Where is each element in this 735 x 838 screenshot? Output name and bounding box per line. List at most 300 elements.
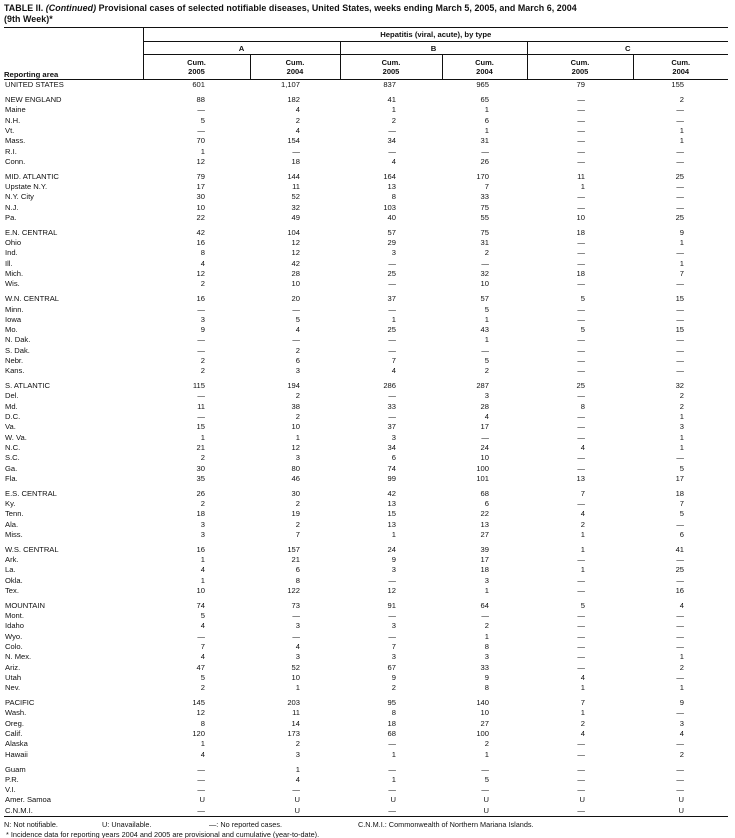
cell-a-cum-2004: — xyxy=(292,335,300,345)
cell-b-cum-2005: — xyxy=(388,739,396,749)
table-row xyxy=(4,520,728,530)
cell-b-cum-2005: 37 xyxy=(387,294,396,304)
cell-c-cum-2005: — xyxy=(577,422,585,432)
cell-b-cum-2004: 2 xyxy=(484,739,489,749)
cell-c-cum-2004: — xyxy=(676,279,685,289)
cell-b-cum-2005: 24 xyxy=(387,544,396,554)
row-label: Utah xyxy=(5,672,22,682)
cell-c-cum-2005: — xyxy=(577,453,585,463)
cell-c-cum-2005: 2 xyxy=(580,519,585,529)
row-label: V.I. xyxy=(5,785,16,795)
cell-c-cum-2005: — xyxy=(577,586,585,595)
cell-b-cum-2004: — xyxy=(481,611,489,621)
row-label: Colo. xyxy=(5,642,23,652)
table-row xyxy=(4,356,728,366)
row-label: Mo. xyxy=(5,325,18,335)
cell-a-cum-2004: — xyxy=(292,785,300,795)
cell-a-cum-2004: 203 xyxy=(287,698,300,708)
cell-c-cum-2004: 5 xyxy=(679,509,685,519)
cell-a-cum-2005: 4 xyxy=(200,749,205,759)
cell-c-cum-2004: — xyxy=(676,519,685,529)
cell-a-cum-2004: 4 xyxy=(295,325,300,335)
cell-c-cum-2004: 4 xyxy=(679,600,685,610)
cell-b-cum-2004: 101 xyxy=(476,473,489,483)
cell-c-cum-2005: — xyxy=(577,785,585,795)
cell-c-cum-2005: 5 xyxy=(580,325,585,335)
cell-c-cum-2005: — xyxy=(577,136,585,146)
row-label: Wash. xyxy=(5,708,27,718)
cell-b-cum-2005: 8 xyxy=(391,192,396,202)
cell-a-cum-2004: U xyxy=(294,795,300,805)
table-row xyxy=(4,795,728,805)
row-label: Ind. xyxy=(5,248,18,258)
row-label: R.I. xyxy=(5,146,17,156)
cell-c-cum-2004: 17 xyxy=(675,473,685,483)
cell-a-cum-2004: 2 xyxy=(295,391,300,401)
table-row xyxy=(4,474,728,484)
cell-b-cum-2004: 26 xyxy=(480,156,489,166)
cell-a-cum-2004: 2 xyxy=(295,412,300,422)
cell-a-cum-2005: 1 xyxy=(200,555,205,565)
cell-c-cum-2004: 1 xyxy=(679,442,685,452)
row-label: N.J. xyxy=(5,202,19,212)
cell-a-cum-2005: 9 xyxy=(200,325,205,335)
row-label: Wyo. xyxy=(5,631,23,641)
cell-a-cum-2005: 11 xyxy=(197,401,205,411)
cell-b-cum-2005: 15 xyxy=(387,509,396,519)
table-row xyxy=(4,305,728,315)
cell-c-cum-2005: — xyxy=(577,412,585,422)
cell-c-cum-2005: — xyxy=(577,575,585,585)
cell-b-cum-2004: 17 xyxy=(480,422,489,432)
cell-b-cum-2004: 965 xyxy=(476,80,489,90)
cell-b-cum-2005: — xyxy=(388,785,396,795)
cell-b-cum-2005: 34 xyxy=(387,136,396,146)
cell-b-cum-2005: 6 xyxy=(391,453,396,463)
cell-c-cum-2005: 4 xyxy=(580,729,585,739)
cell-a-cum-2005: — xyxy=(197,345,205,355)
table-row xyxy=(4,269,728,279)
cell-b-cum-2004: 2 xyxy=(484,366,489,376)
cell-b-cum-2004: 140 xyxy=(476,698,489,708)
row-label: E.N. CENTRAL xyxy=(5,227,58,237)
cell-b-cum-2005: 4 xyxy=(391,156,396,166)
row-label: Wis. xyxy=(5,279,20,289)
cell-b-cum-2004: 1 xyxy=(484,335,489,345)
row-label: MOUNTAIN xyxy=(5,600,45,610)
cell-b-cum-2005: — xyxy=(388,805,396,815)
table-row xyxy=(4,683,728,693)
cell-b-cum-2004: — xyxy=(481,258,489,268)
table-row xyxy=(4,775,728,785)
table-row xyxy=(4,238,728,248)
cell-c-cum-2005: — xyxy=(577,304,585,314)
cell-b-cum-2005: — xyxy=(388,335,396,345)
cell-b-cum-2004: 24 xyxy=(480,442,489,452)
cell-a-cum-2004: — xyxy=(292,304,300,314)
table-row xyxy=(4,228,728,238)
cell-c-cum-2005: — xyxy=(577,555,585,565)
cell-a-cum-2004: 12 xyxy=(291,248,300,258)
cell-a-cum-2004: 18 xyxy=(291,156,300,166)
cell-c-cum-2004: 15 xyxy=(675,294,685,304)
cell-c-cum-2004: 1 xyxy=(679,432,685,442)
cell-c-cum-2005: — xyxy=(577,156,585,166)
cell-b-cum-2005: U xyxy=(390,795,396,805)
column-header-line1: Cum. xyxy=(570,57,590,67)
cell-c-cum-2005: — xyxy=(577,652,585,662)
cell-c-cum-2004: — xyxy=(676,739,685,749)
cell-a-cum-2005: 1 xyxy=(200,739,205,749)
cell-b-cum-2005: 3 xyxy=(391,621,396,631)
cell-a-cum-2004: 6 xyxy=(295,565,300,575)
cell-c-cum-2005: — xyxy=(577,366,585,376)
cell-b-cum-2004: 31 xyxy=(480,136,489,146)
cell-b-cum-2004: 7 xyxy=(484,182,489,192)
cell-a-cum-2004: — xyxy=(292,146,300,156)
table-row xyxy=(4,708,728,718)
cell-c-cum-2004: 2 xyxy=(679,401,685,411)
table-row xyxy=(4,412,728,422)
row-label: Pa. xyxy=(5,212,17,222)
cell-a-cum-2004: 122 xyxy=(287,586,300,595)
cell-b-cum-2004: 65 xyxy=(480,95,489,105)
cell-a-cum-2004: 104 xyxy=(287,227,300,237)
row-label: Nev. xyxy=(5,683,21,693)
cell-c-cum-2005: — xyxy=(577,631,585,641)
row-label: PACIFIC xyxy=(5,698,35,708)
cell-b-cum-2004: 10 xyxy=(480,279,489,289)
cell-a-cum-2004: 194 xyxy=(287,381,300,391)
cell-a-cum-2004: 32 xyxy=(291,202,300,212)
cell-a-cum-2004: 4 xyxy=(295,642,300,652)
row-label: Miss. xyxy=(5,529,23,539)
cell-a-cum-2004: 12 xyxy=(291,442,300,452)
row-label: Maine xyxy=(5,105,26,115)
cell-c-cum-2005: 4 xyxy=(580,442,585,452)
cell-c-cum-2004: — xyxy=(676,631,685,641)
cell-c-cum-2004: 1 xyxy=(679,238,685,248)
cell-a-cum-2005: 2 xyxy=(200,355,205,365)
cell-c-cum-2004: — xyxy=(676,115,685,125)
cell-a-cum-2004: 38 xyxy=(291,401,300,411)
cell-c-cum-2004: 15 xyxy=(675,325,685,335)
cell-b-cum-2004: 55 xyxy=(480,212,489,222)
cell-c-cum-2005: — xyxy=(577,238,585,248)
table-row xyxy=(4,147,728,157)
table-row xyxy=(4,402,728,412)
cell-a-cum-2005: 2 xyxy=(200,683,205,693)
row-label: Calif. xyxy=(5,729,23,739)
table-row xyxy=(4,698,728,708)
table-row xyxy=(4,325,728,335)
cell-c-cum-2005: — xyxy=(577,764,585,774)
cell-c-cum-2004: 2 xyxy=(679,95,685,105)
table-row xyxy=(4,391,728,401)
cell-b-cum-2005: 3 xyxy=(391,432,396,442)
cell-c-cum-2004: 7 xyxy=(679,269,685,279)
cell-a-cum-2004: 10 xyxy=(291,279,300,289)
cell-c-cum-2004: — xyxy=(676,555,685,565)
cell-c-cum-2004: 2 xyxy=(679,749,685,759)
cell-b-cum-2005: 37 xyxy=(387,422,396,432)
footnote-legend-item: U: Unavailable. xyxy=(102,820,152,830)
cell-a-cum-2004: 3 xyxy=(295,621,300,631)
cell-c-cum-2005: — xyxy=(577,463,585,473)
cell-c-cum-2005: — xyxy=(577,345,585,355)
cell-c-cum-2005: — xyxy=(577,335,585,345)
cell-b-cum-2004: 170 xyxy=(476,171,489,181)
cell-b-cum-2004: 27 xyxy=(480,529,489,539)
cell-c-cum-2005: 10 xyxy=(576,212,585,222)
cell-c-cum-2004: 1 xyxy=(679,258,685,268)
row-label: Del. xyxy=(5,391,19,401)
cell-b-cum-2004: 5 xyxy=(484,304,489,314)
row-label: Iowa xyxy=(5,314,22,324)
cell-c-cum-2004: — xyxy=(676,611,685,621)
table-row xyxy=(4,315,728,325)
row-label: Kans. xyxy=(5,366,25,376)
cell-c-cum-2004: — xyxy=(676,708,685,718)
cell-b-cum-2005: 25 xyxy=(387,269,396,279)
row-label: Upstate N.Y. xyxy=(5,182,48,192)
cell-b-cum-2004: 2 xyxy=(484,248,489,258)
cell-c-cum-2005: — xyxy=(577,355,585,365)
cell-b-cum-2005: 7 xyxy=(391,642,396,652)
row-label: NEW ENGLAND xyxy=(5,95,62,105)
cell-c-cum-2005: — xyxy=(577,258,585,268)
cell-b-cum-2004: 10 xyxy=(480,708,489,718)
cell-b-cum-2004: 5 xyxy=(484,774,489,784)
cell-a-cum-2005: 7 xyxy=(200,642,205,652)
cell-b-cum-2005: 164 xyxy=(383,171,396,181)
row-label: S. Dak. xyxy=(5,345,30,355)
cell-c-cum-2004: 16 xyxy=(675,586,685,595)
cell-a-cum-2005: 10 xyxy=(196,202,205,212)
table-row xyxy=(4,433,728,443)
cell-a-cum-2005: 5 xyxy=(200,611,205,621)
cell-c-cum-2005: 5 xyxy=(580,600,585,610)
cell-c-cum-2005: 18 xyxy=(576,227,585,237)
cell-a-cum-2005: — xyxy=(197,304,205,314)
cell-b-cum-2005: 57 xyxy=(387,227,396,237)
row-label: Nebr. xyxy=(5,355,24,365)
cell-c-cum-2004: — xyxy=(676,785,685,795)
table-row xyxy=(4,586,728,596)
cell-c-cum-2005: 1 xyxy=(580,683,585,693)
row-label: Vt. xyxy=(5,125,15,135)
table-row xyxy=(4,632,728,642)
cell-b-cum-2005: — xyxy=(388,146,396,156)
cell-c-cum-2005: — xyxy=(577,115,585,125)
cell-b-cum-2004: 3 xyxy=(484,652,489,662)
cell-c-cum-2004: 1 xyxy=(679,125,685,135)
cell-b-cum-2005: 1 xyxy=(391,314,396,324)
row-label: Ala. xyxy=(5,519,19,529)
cell-b-cum-2005: — xyxy=(388,412,396,422)
cell-c-cum-2005: — xyxy=(577,662,585,672)
cell-c-cum-2004: — xyxy=(676,642,685,652)
cell-b-cum-2004: 2 xyxy=(484,621,489,631)
cell-b-cum-2005: — xyxy=(388,125,396,135)
cell-c-cum-2004: — xyxy=(676,366,685,376)
cell-b-cum-2005: 41 xyxy=(387,95,396,105)
cell-c-cum-2005: — xyxy=(577,125,585,135)
cell-b-cum-2004: 33 xyxy=(480,192,489,202)
footnote-legend-item: C.N.M.I.: Commonwealth of Northern Mariana Islands. xyxy=(358,820,534,830)
cell-a-cum-2004: 49 xyxy=(291,212,300,222)
cell-c-cum-2005: — xyxy=(577,192,585,202)
table-row xyxy=(4,126,728,136)
cell-b-cum-2004: — xyxy=(481,345,489,355)
cell-a-cum-2004: 2 xyxy=(295,345,300,355)
cell-c-cum-2005: 25 xyxy=(576,381,585,391)
table-row xyxy=(4,116,728,126)
cell-b-cum-2004: 4 xyxy=(484,412,489,422)
cell-c-cum-2004: — xyxy=(676,345,685,355)
cell-b-cum-2004: 1 xyxy=(484,125,489,135)
table-row xyxy=(4,172,728,182)
cell-c-cum-2005: 2 xyxy=(580,718,585,728)
table-row xyxy=(4,213,728,223)
cell-c-cum-2005: 79 xyxy=(576,80,585,90)
row-label: N.C. xyxy=(5,442,21,452)
cell-b-cum-2004: 75 xyxy=(480,202,489,212)
cell-a-cum-2004: 12 xyxy=(291,238,300,248)
cell-c-cum-2004: 9 xyxy=(679,227,685,237)
cell-b-cum-2004: 1 xyxy=(484,105,489,115)
row-label: Ark. xyxy=(5,555,19,565)
cell-a-cum-2005: 16 xyxy=(196,238,205,248)
row-label: Oreg. xyxy=(5,718,24,728)
table-row xyxy=(4,192,728,202)
column-header-line1: Cum. xyxy=(475,57,494,67)
cell-b-cum-2005: 12 xyxy=(387,586,396,595)
table-title xyxy=(4,3,731,24)
row-label: Mass. xyxy=(5,136,26,146)
row-label: Mich. xyxy=(5,269,24,279)
cell-a-cum-2005: 601 xyxy=(192,80,205,90)
cell-c-cum-2004: — xyxy=(676,355,685,365)
cell-c-cum-2004: 41 xyxy=(675,544,685,554)
cell-a-cum-2004: 1 xyxy=(295,683,300,693)
row-label: Ariz. xyxy=(5,662,21,672)
cell-c-cum-2004: 1 xyxy=(679,683,685,693)
cell-b-cum-2005: 95 xyxy=(387,698,396,708)
cell-c-cum-2005: 1 xyxy=(580,544,585,554)
column-header-b-cum-2005 xyxy=(340,55,442,80)
cell-b-cum-2004: 3 xyxy=(484,575,489,585)
column-header-line1: Cum. xyxy=(381,57,401,67)
cell-a-cum-2005: 2 xyxy=(200,499,205,509)
cell-c-cum-2005: U xyxy=(579,795,585,805)
cell-b-cum-2005: 42 xyxy=(387,488,396,498)
cell-b-cum-2005: 13 xyxy=(387,182,396,192)
table-row xyxy=(4,601,728,611)
row-label: Idaho xyxy=(5,621,25,631)
table-row xyxy=(4,663,728,673)
cell-c-cum-2005: — xyxy=(577,432,585,442)
cell-c-cum-2005: — xyxy=(577,279,585,289)
column-header-line2: 2005 xyxy=(382,67,400,77)
row-label: E.S. CENTRAL xyxy=(5,488,57,498)
cell-a-cum-2005: 8 xyxy=(200,248,205,258)
cell-c-cum-2005: — xyxy=(577,749,585,759)
table-row xyxy=(4,750,728,760)
row-label: La. xyxy=(5,565,16,575)
cell-c-cum-2004: — xyxy=(676,314,685,324)
cell-a-cum-2004: — xyxy=(292,631,300,641)
cell-b-cum-2004: 1 xyxy=(484,749,489,759)
cell-b-cum-2004: 33 xyxy=(480,662,489,672)
cell-c-cum-2004: — xyxy=(676,575,685,585)
cell-b-cum-2005: 13 xyxy=(387,519,396,529)
cell-a-cum-2005: 1 xyxy=(200,575,205,585)
cell-b-cum-2005: 7 xyxy=(391,355,396,365)
cell-a-cum-2005: 4 xyxy=(200,621,205,631)
column-header-line2: 2004 xyxy=(286,67,304,77)
cell-a-cum-2005: 145 xyxy=(192,698,205,708)
table-row xyxy=(4,530,728,540)
cell-c-cum-2005: 7 xyxy=(580,488,585,498)
cell-c-cum-2004: — xyxy=(676,764,685,774)
table-row xyxy=(4,509,728,519)
cell-a-cum-2004: 4 xyxy=(295,105,300,115)
cell-b-cum-2004: — xyxy=(481,764,489,774)
cell-c-cum-2005: 4 xyxy=(580,509,585,519)
cell-a-cum-2005: 10 xyxy=(196,586,205,595)
cell-b-cum-2004: 1 xyxy=(484,314,489,324)
hepatitis-span-header: Hepatitis (viral, acute), by type xyxy=(143,28,728,42)
row-label: Ohio xyxy=(5,238,22,248)
cell-a-cum-2005: 3 xyxy=(200,529,205,539)
table-row xyxy=(4,366,728,376)
table-row xyxy=(4,565,728,575)
cell-b-cum-2005: 8 xyxy=(391,708,396,718)
cell-b-cum-2005: 9 xyxy=(391,672,396,682)
cell-a-cum-2005: 1 xyxy=(200,146,205,156)
cell-c-cum-2004: — xyxy=(676,146,685,156)
cell-b-cum-2005: 40 xyxy=(387,212,396,222)
cell-c-cum-2005: 11 xyxy=(577,171,585,181)
cell-b-cum-2005: 33 xyxy=(387,401,396,411)
cell-c-cum-2004: 1 xyxy=(679,652,685,662)
cell-a-cum-2004: 154 xyxy=(287,136,300,146)
cell-b-cum-2004: 100 xyxy=(476,463,489,473)
cell-c-cum-2005: 18 xyxy=(576,269,585,279)
cell-a-cum-2005: 30 xyxy=(196,463,205,473)
row-label: Ky. xyxy=(5,499,16,509)
cell-c-cum-2005: 1 xyxy=(580,708,585,718)
cell-c-cum-2005: 1 xyxy=(580,182,585,192)
cell-b-cum-2004: 75 xyxy=(480,227,489,237)
row-label: Alaska xyxy=(5,739,28,749)
cell-c-cum-2005: 8 xyxy=(580,401,585,411)
cell-a-cum-2004: U xyxy=(294,805,300,815)
cell-a-cum-2005: 1 xyxy=(200,432,205,442)
column-header-line2: 2004 xyxy=(476,67,493,77)
cell-c-cum-2004: 25 xyxy=(675,212,685,222)
cell-a-cum-2005: 5 xyxy=(200,115,205,125)
cell-b-cum-2004: 31 xyxy=(480,238,489,248)
cell-a-cum-2005: 115 xyxy=(192,381,205,391)
table-row xyxy=(4,642,728,652)
footnote-legend-item: N: Not notifiable. xyxy=(4,820,58,830)
table-row xyxy=(4,765,728,775)
column-header-line2: 2005 xyxy=(571,67,589,77)
cell-c-cum-2004: — xyxy=(676,335,685,345)
cell-a-cum-2005: — xyxy=(197,774,205,784)
